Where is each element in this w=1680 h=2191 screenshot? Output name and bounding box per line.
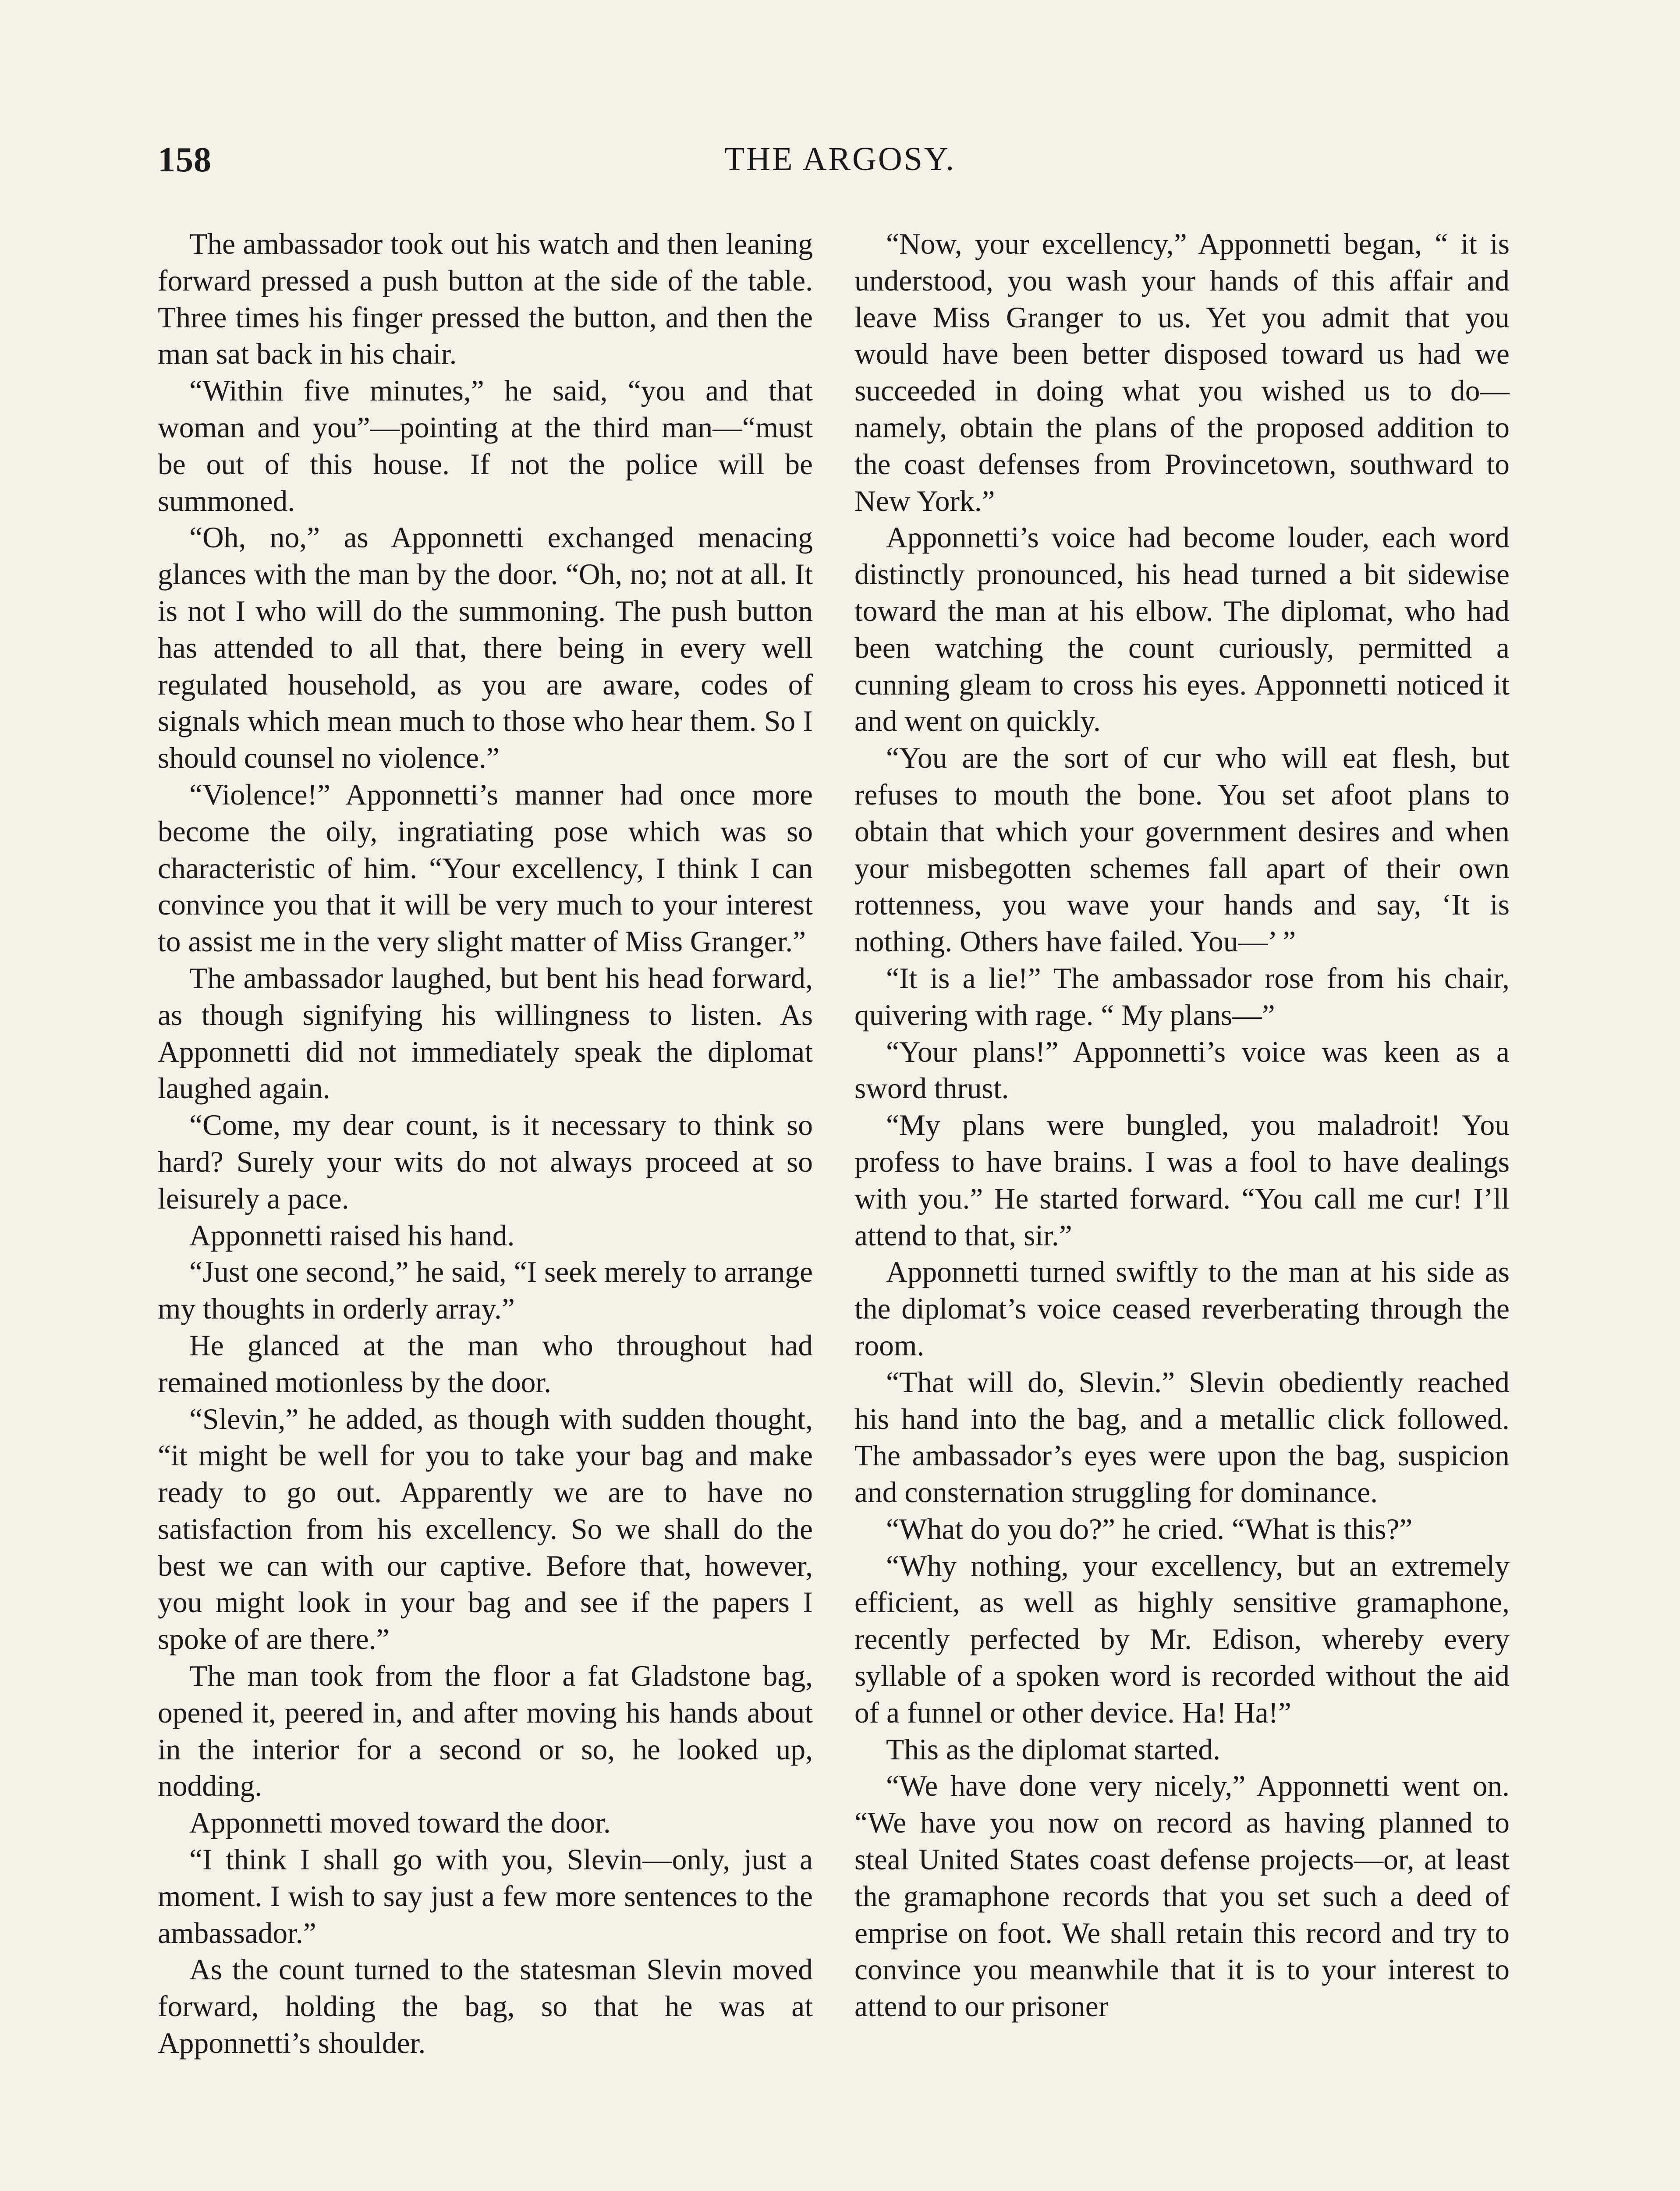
paragraph: Apponnetti raised his hand.: [189, 1219, 515, 1252]
paragraph: “Now, your excellency,” Apponnetti began, “ it is understood, you wash your hands of this affair and leave Miss Granger to us. Yet you admit that you would have been better disposed toward us had we succeeded in doing what you wished us to do—namely, obtain the plans of the proposed addition to the coast defenses from Provincetown, southward to New York.”: [854, 227, 1510, 518]
paragraph: “You are the sort of cur who will eat flesh, but refuses to mouth the bone. You set afoot plans to obtain that which your government desires and when your misbegotten schemes fall apart of their own rottenness, you wave your hands and say, ‘It is nothing. Others have failed. You—’ ”: [854, 741, 1510, 958]
paragraph: “Within five minutes,” he said, “you and that woman and you”—pointing at the third man—“must be out of this house. If not the police will be summoned.: [158, 374, 813, 518]
paragraph: “It is a lie!” The ambassador rose from his chair, quivering with rage. “ My plans—”: [854, 961, 1510, 1032]
paragraph: “Just one second,” he said, “I seek merely to arrange my thoughts in orderly array.”: [158, 1255, 813, 1326]
paragraph: “I think I shall go with you, Slevin—only, just a moment. I wish to say just a few more sentences to the ambassador.”: [158, 1843, 813, 1950]
left-column: [158, 226, 813, 2062]
page-number: 158: [158, 141, 212, 179]
paragraph: As the count turned to the statesman Slevin moved forward, holding the bag, so that he was at Apponnetti’s shoulder.: [158, 1953, 813, 2060]
paragraph: Apponnetti turned swiftly to the man at his side as the diplomat’s voice ceased reverberating through the room.: [854, 1255, 1510, 1362]
right-column: [854, 226, 1510, 2025]
paragraph: He glanced at the man who throughout had remained motionless by the door.: [158, 1329, 813, 1399]
paragraph: “Why nothing, your excellency, but an extremely efficient, as well as highly sensitive gramaphone, recently perfected by Mr. Edison, whereby every syllable of a spoken word is recorded without the aid of a funnel or other device. Ha! Ha!”: [854, 1549, 1510, 1729]
paragraph: “Your plans!” Apponnetti’s voice was keen as a sword thrust.: [854, 1035, 1510, 1105]
running-title: THE ARGOSY.: [724, 141, 956, 177]
paragraph: The man took from the floor a fat Gladstone bag, opened it, peered in, and after moving his hands about in the interior for a second or so, he looked up, nodding.: [158, 1659, 813, 1803]
paragraph: The ambassador laughed, but bent his head forward, as though signifying his willingness to listen. As Apponnetti did not immediately speak the diplomat laughed again.: [158, 961, 813, 1105]
paragraph: “My plans were bungled, you maladroit! You profess to have brains. I was a fool to have dealings with you.” He started forward. “You call me cur! I’ll attend to that, sir.”: [854, 1109, 1510, 1252]
paragraph: “That will do, Slevin.” Slevin obediently reached his hand into the bag, and a metallic click followed. The ambassador’s eyes were upon the bag, suspicion and consternation struggling for dominance.: [854, 1365, 1510, 1509]
paragraph: Apponnetti moved toward the door.: [189, 1806, 611, 1840]
paragraph: “Oh, no,” as Apponnetti exchanged menacing glances with the man by the door. “Oh, no; not at all. It is not I who will do the summoning. The push button has attended to all that, there being in every well regulated household, as you are aware, codes of signals which mean much to those who hear them. So I should counsel no violence.”: [158, 521, 813, 775]
paragraph: “Come, my dear count, is it necessary to think so hard? Surely your wits do not always proceed at so leisurely a pace.: [158, 1109, 813, 1215]
paragraph: The ambassador took out his watch and then leaning forward pressed a push button at the side of the table. Three times his finger pressed the button, and then the man sat back in his chair.: [158, 227, 813, 371]
paragraph: “Violence!” Apponnetti’s manner had once more become the oily, ingratiating pose which was so characteristic of him. “Your excellency, I think I can convince you that it will be very much to your interest to assist me in the very slight matter of Miss Granger.”: [158, 778, 813, 958]
paragraph: This as the diplomat started.: [886, 1733, 1220, 1766]
paragraph: “Slevin,” he added, as though with sudden thought, “it might be well for you to take your bag and make ready to go out. Apparently we are to have no satisfaction from his excellency. So we shall do the best we can with our captive. Before that, however, you might look in your bag and see if the papers I spoke of are there.”: [158, 1402, 813, 1656]
paragraph: “We have done very nicely,” Apponnetti went on. “We have you now on record as having planned to steal United States coast defense projects—or, at least the gramaphone records that you set such a deed of emprise on foot. We shall retain this record and try to convince you meanwhile that it is to your interest to attend to our prisoner: [854, 1769, 1510, 2023]
paragraph: Apponnetti’s voice had become louder, each word distinctly pronounced, his head turned a bit sidewise toward the man at his elbow. The diplomat, who had been watching the count curiously, permitted a cunning gleam to cross his eyes. Apponnetti noticed it and went on quickly.: [854, 521, 1510, 738]
paragraph: “What do you do?” he cried. “What is this?”: [886, 1512, 1413, 1546]
